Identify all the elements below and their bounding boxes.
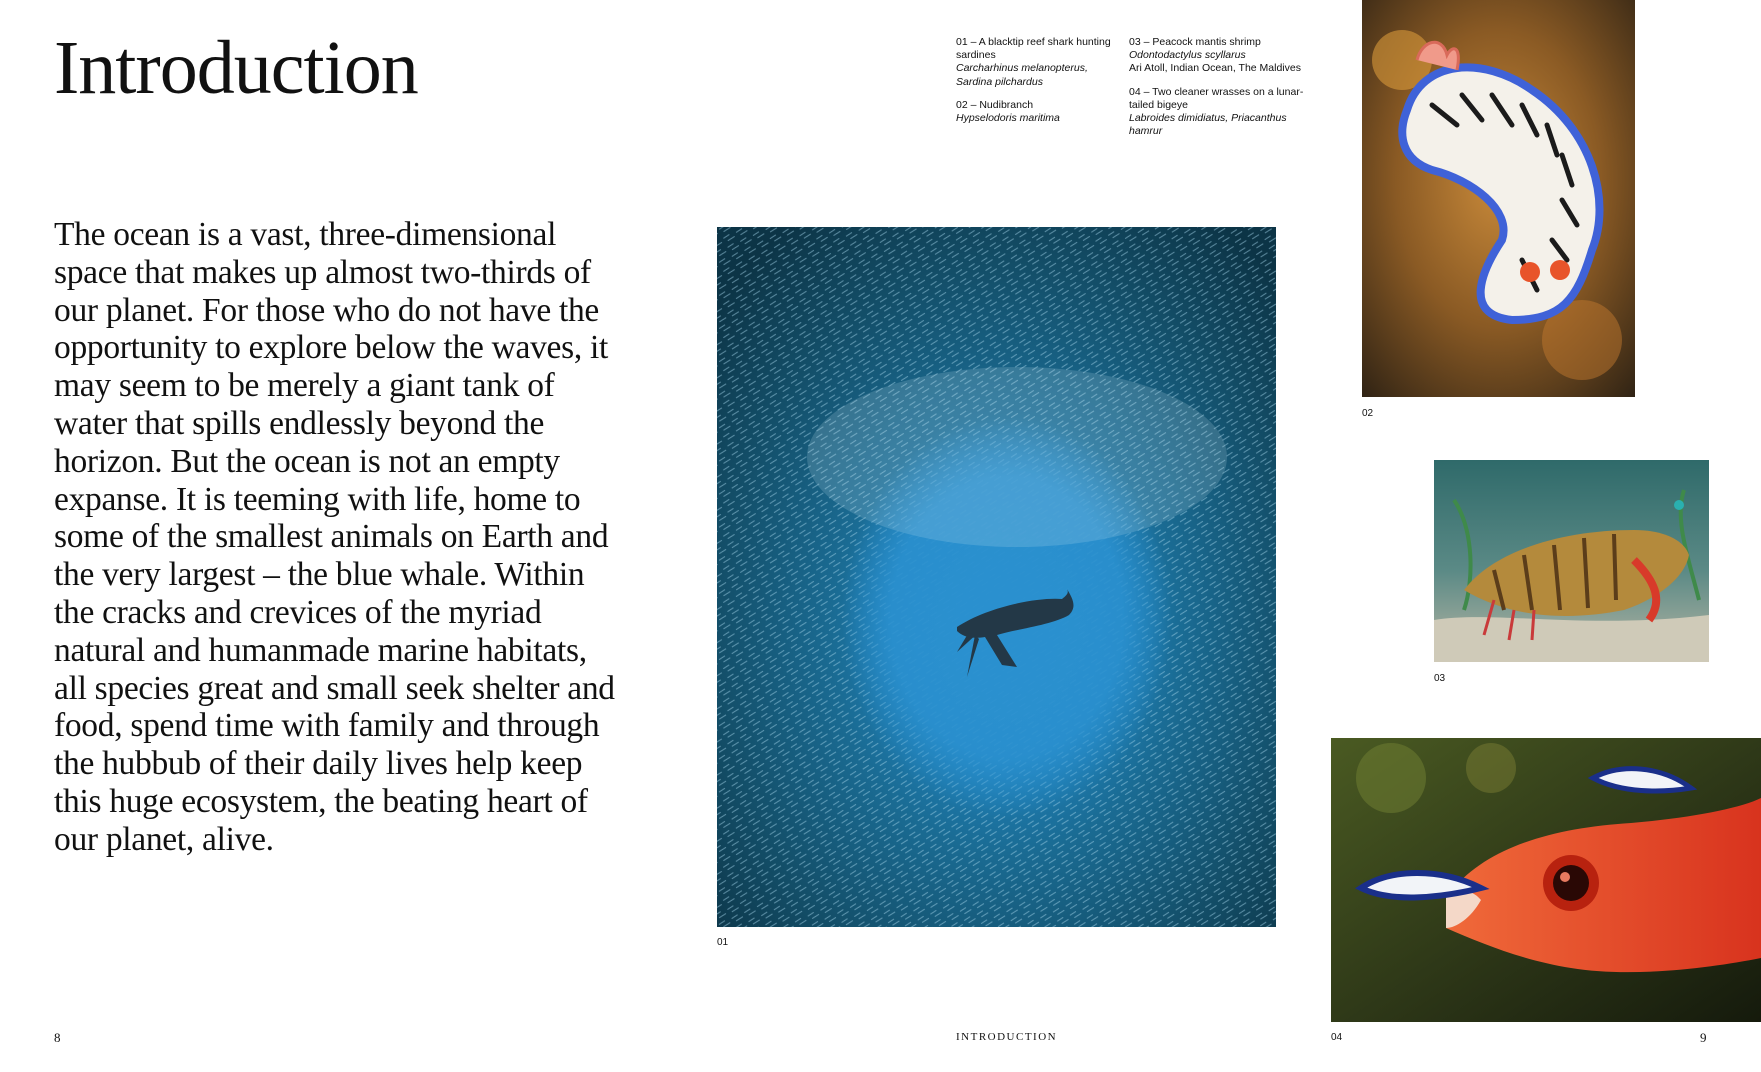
photo-number-02: 02	[1362, 408, 1374, 419]
page-number-right: 9	[1700, 1030, 1707, 1045]
caption-title: 03 – Peacock mantis shrimp	[1129, 36, 1261, 48]
photo-nudibranch	[1362, 0, 1635, 397]
caption-column-right	[1129, 36, 1304, 148]
caption-scientific-name: Hypselodoris maritima	[956, 112, 1060, 125]
caption-title: 02 – Nudibranch	[956, 98, 1034, 111]
photo-shark-sardines	[717, 227, 1276, 927]
photo-number-03: 03	[1434, 673, 1446, 684]
caption-scientific-name: Odontodactylus scyllarus	[1129, 49, 1246, 62]
photo-number-04: 04	[1331, 1032, 1343, 1043]
page-number-left: 8	[54, 1030, 61, 1045]
caption-02	[956, 99, 1126, 125]
caption-location: Ari Atoll, Indian Ocean, The Maldives	[1129, 62, 1301, 75]
caption-03	[1129, 36, 1304, 76]
caption-01	[956, 36, 1126, 89]
body-text: The ocean is a vast, three-dimensional space that makes up almost two-thirds of our planet. For those who do not have the opportunity to explore below the waves, it may seem to be merely a giant tank of water that spills endlessly beyond the horizon. But the ocean is not an empty expanse. It is teeming with life, home to some of the smallest animals on Earth and the very largest – the blue whale. Within the cracks and crevices of the myriad natural and humanmade marine habitats, all species great and small seek shelter and food, spend time with family and through the hubbub of their daily lives help keep this huge ecosystem, the beating heart of our planet, alive.	[54, 216, 615, 858]
mantis-shrimp-image	[1434, 460, 1709, 662]
photo-cleaner-wrasse-bigeye	[1331, 738, 1761, 1022]
cleaner-wrasse-bigeye-image	[1331, 738, 1761, 1022]
caption-scientific-name: Carcharhinus melanopterus, Sardina pilchardus	[956, 62, 1088, 88]
page-title: Introduction	[54, 26, 418, 110]
photo-mantis-shrimp	[1434, 460, 1709, 662]
caption-column-left	[956, 36, 1126, 135]
caption-title: 04 – Two cleaner wrasses on a lunar-tailed bigeye	[1129, 85, 1304, 111]
shark-sardines-image	[717, 227, 1276, 927]
photo-number-01: 01	[717, 937, 729, 948]
caption-title: 01 – A blacktip reef shark hunting sardines	[956, 36, 1111, 62]
caption-scientific-name: Labroides dimidiatus, Priacanthus hamrur	[1129, 112, 1287, 138]
running-head: INTRODUCTION	[956, 1031, 1058, 1043]
caption-04	[1129, 86, 1304, 139]
nudibranch-image	[1362, 0, 1635, 397]
